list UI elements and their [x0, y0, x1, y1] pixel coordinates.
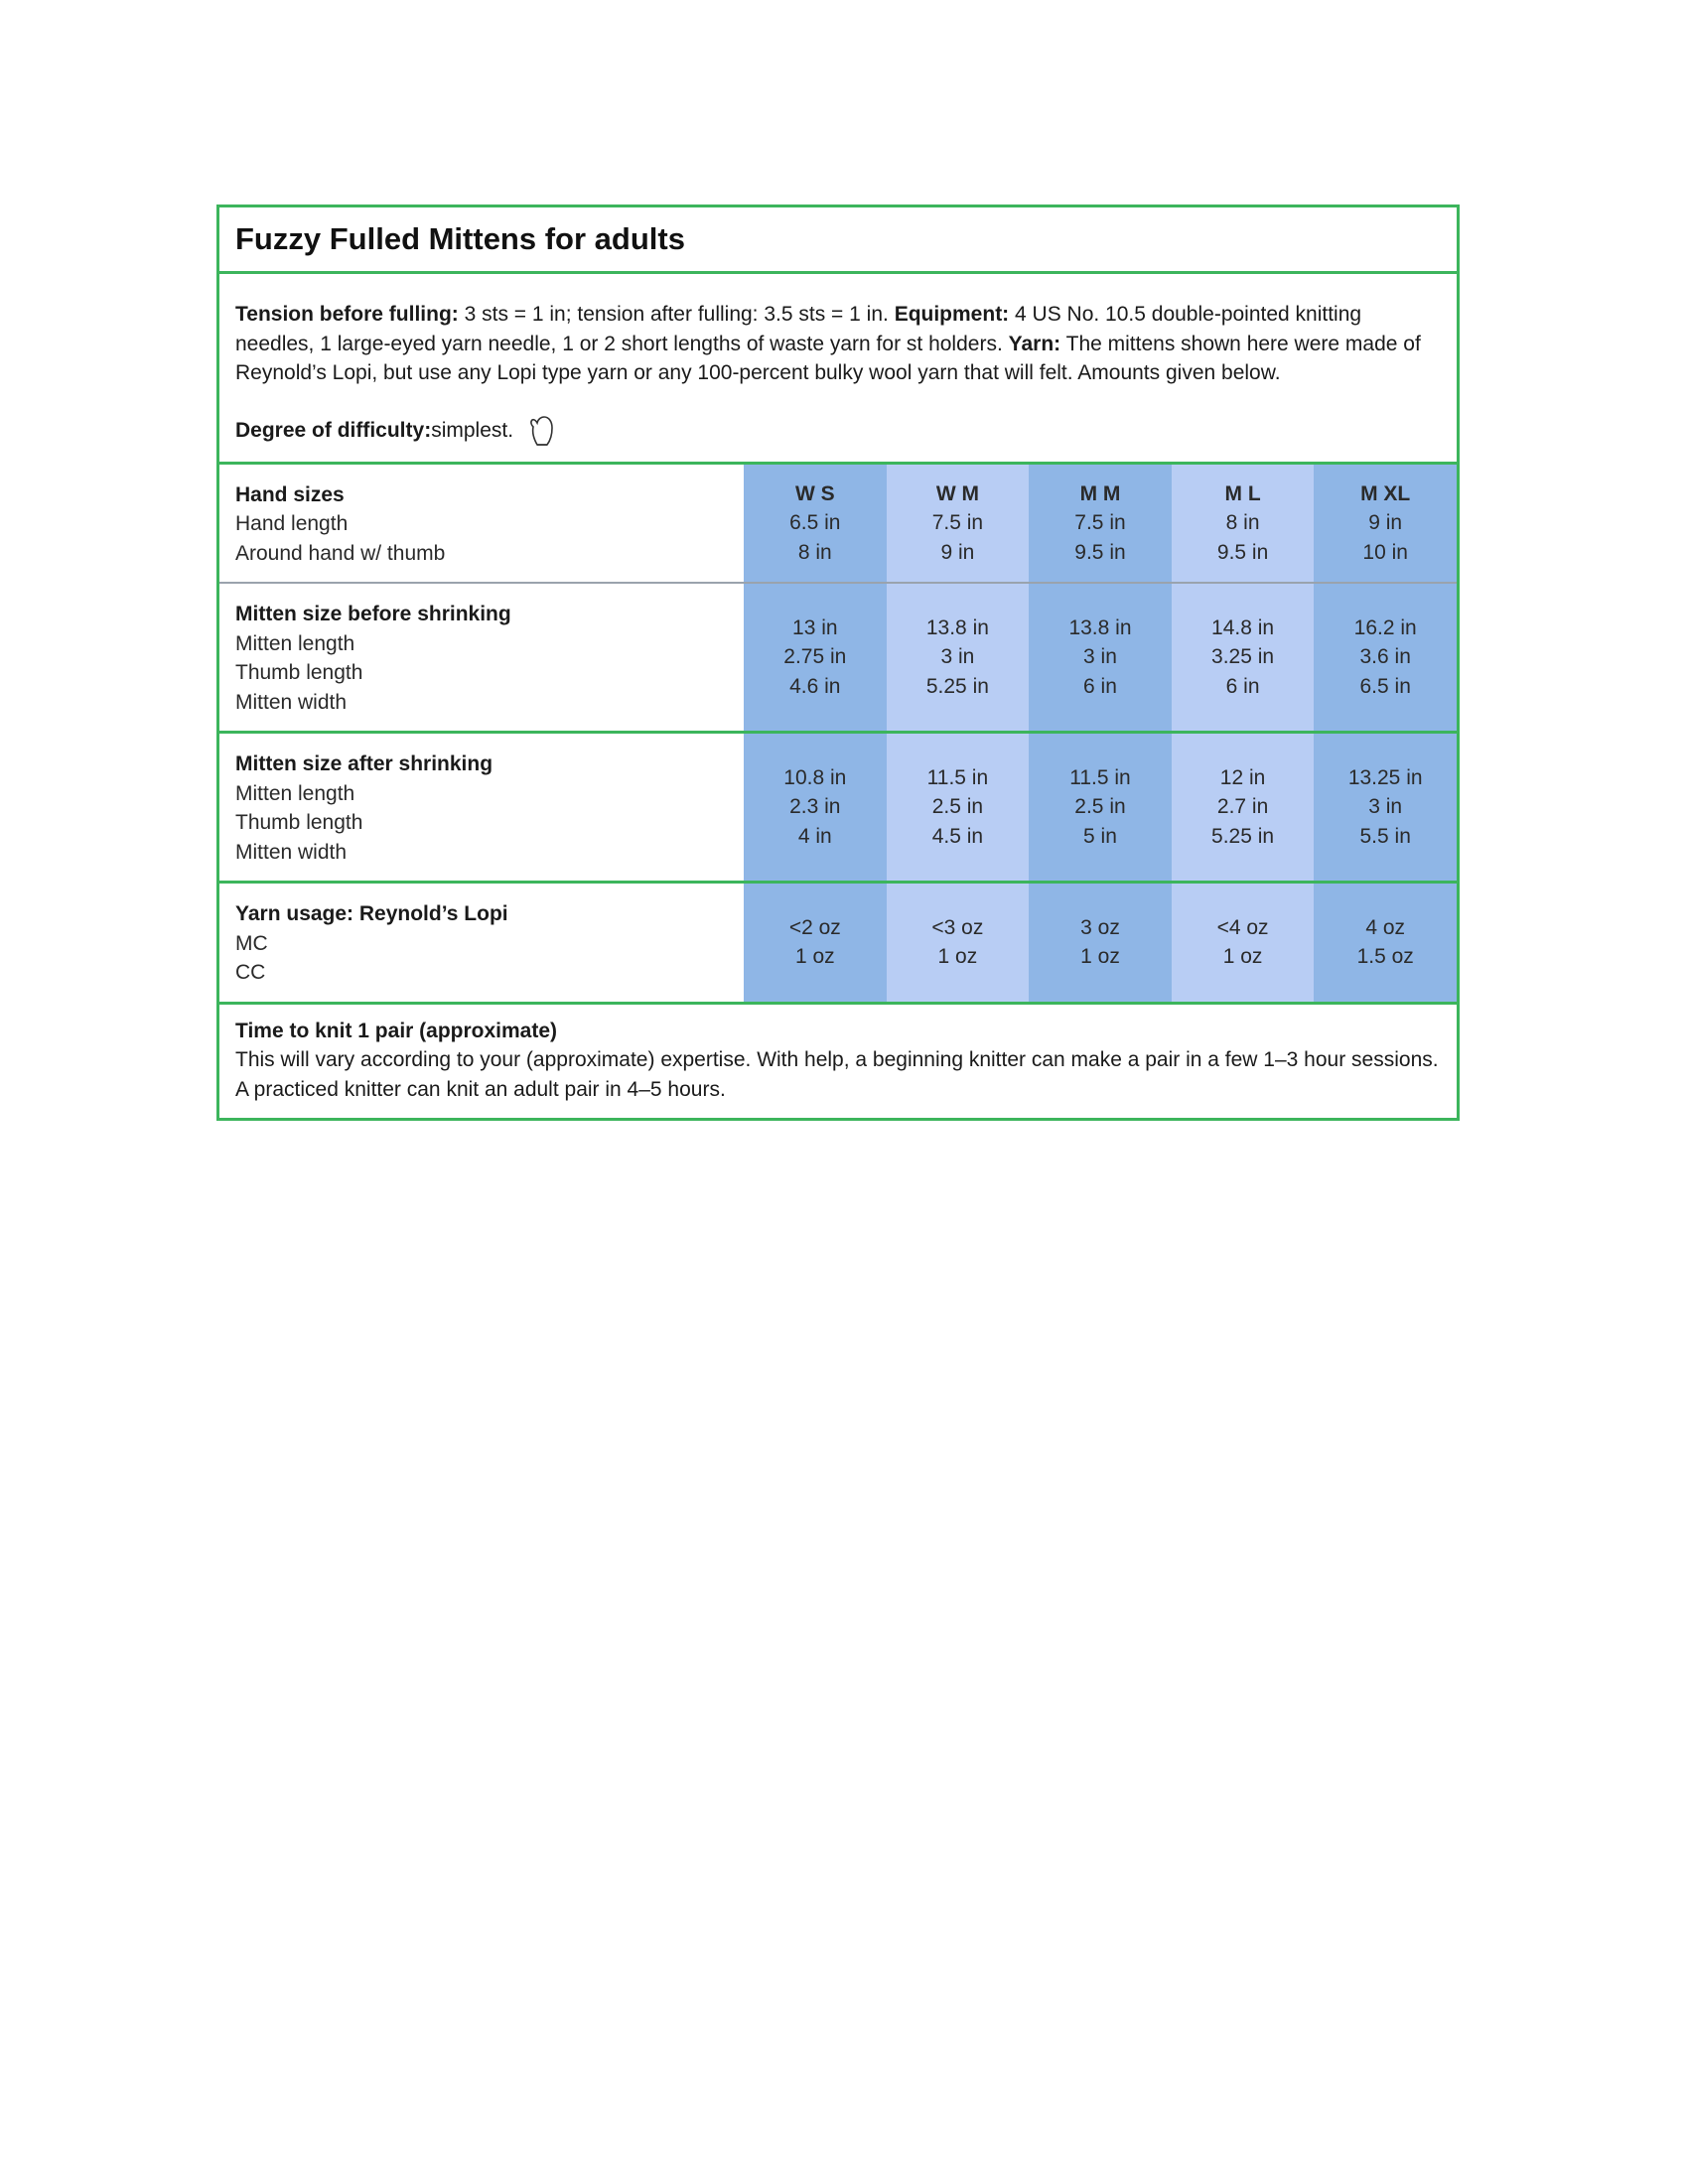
cell-value: 3 in — [1083, 645, 1117, 669]
difficulty-label: Degree of difficulty: — [235, 418, 432, 442]
cell-value: 13.8 in — [925, 615, 989, 639]
size-header: M M — [1079, 481, 1121, 505]
cell-value: 3 in — [940, 645, 975, 669]
cell-value: 2.5 in — [931, 795, 984, 819]
cell-value: 7.5 in — [1074, 511, 1126, 534]
before-shrinking-heading: Mitten size before shrinking — [235, 603, 511, 625]
before-shrinking-labels — [219, 583, 744, 733]
row-label: Mitten width — [235, 840, 348, 864]
row-label: CC — [235, 961, 266, 984]
after-shrinking-labels — [219, 733, 744, 883]
cell-value: 4.5 in — [931, 824, 984, 848]
size-cell — [1172, 883, 1315, 1004]
yarn-usage-labels — [219, 883, 744, 1004]
tension-text: 3 sts = 1 in; tension after fulling: 3.5 sts = 1 in. — [458, 303, 895, 326]
cell-value: 5.5 in — [1359, 824, 1411, 848]
cell-value: 3 oz — [1080, 915, 1120, 939]
tension-label: Tension before fulling: — [235, 303, 459, 326]
cell-value: 10 in — [1362, 540, 1408, 564]
cell-value: 1 oz — [1080, 945, 1120, 969]
size-cell — [1172, 465, 1315, 584]
cell-value: 5 in — [1083, 824, 1117, 848]
cell-value: 8 in — [1225, 511, 1260, 534]
cell-value: 2.5 in — [1074, 795, 1126, 819]
intro-section — [219, 274, 1457, 465]
cell-value: 13 in — [792, 615, 838, 639]
hand-size-labels — [219, 465, 744, 584]
cell-value: 3.6 in — [1359, 645, 1411, 669]
size-cell — [744, 883, 887, 1004]
row-label: Around hand w/ thumb — [235, 541, 446, 565]
size-cell — [744, 733, 887, 883]
row-label: Thumb length — [235, 661, 363, 684]
size-cell — [887, 883, 1030, 1004]
size-cell — [1029, 583, 1172, 733]
size-cell — [1029, 733, 1172, 883]
cell-value: 9.5 in — [1216, 540, 1269, 564]
cell-value: 1.5 oz — [1356, 945, 1414, 969]
size-cell — [1029, 465, 1172, 584]
cell-value: 9 in — [940, 540, 975, 564]
size-cell — [887, 733, 1030, 883]
size-cell — [1314, 883, 1457, 1004]
size-cell — [1314, 465, 1457, 584]
cell-value: 2.7 in — [1216, 795, 1269, 819]
cell-value: 6.5 in — [1359, 674, 1411, 698]
size-cell — [744, 583, 887, 733]
row-label: Hand length — [235, 512, 349, 535]
cell-value: 11.5 in — [1069, 765, 1131, 789]
after-shrinking-heading: Mitten size after shrinking — [235, 752, 493, 775]
yarn-usage-row — [219, 883, 1457, 1004]
row-label: Thumb length — [235, 811, 363, 834]
cell-value: 4 oz — [1365, 915, 1406, 939]
cell-value: 1 oz — [937, 945, 978, 969]
cell-value: <2 oz — [788, 915, 841, 939]
equipment-label: Equipment: — [894, 303, 1010, 326]
title-bar — [219, 207, 1457, 274]
cell-value: 16.2 in — [1353, 615, 1417, 639]
difficulty-text: simplest. — [431, 418, 514, 442]
hand-size-heading: Hand sizes — [235, 482, 345, 506]
yarn-text: The mittens shown here were made of Reynold’s Lopi, but use any Lopi type yarn or any 100-percent bulky wool yarn that will felt. Amounts given below. — [235, 332, 1421, 384]
cell-value: 7.5 in — [931, 511, 984, 534]
size-cell — [744, 465, 887, 584]
cell-value: 8 in — [797, 540, 832, 564]
cell-value: 9.5 in — [1074, 540, 1126, 564]
size-header: W M — [935, 481, 979, 505]
cell-value: 12 in — [1219, 765, 1266, 789]
cell-value: 5.25 in — [1211, 824, 1275, 848]
size-cell — [1314, 583, 1457, 733]
cell-value: 1 oz — [794, 945, 835, 969]
cell-value: 2.3 in — [789, 795, 841, 819]
cell-value: 10.8 in — [783, 765, 847, 789]
cell-value: 3 in — [1368, 795, 1403, 819]
size-header: M L — [1224, 481, 1261, 505]
cell-value: 11.5 in — [926, 765, 989, 789]
cell-value: 14.8 in — [1211, 615, 1275, 639]
page-title: Fuzzy Fulled Mittens for adults — [235, 221, 685, 256]
before-shrinking-row — [219, 583, 1457, 733]
cell-value: 4 in — [797, 824, 832, 848]
row-label: MC — [235, 931, 268, 955]
size-cell — [1172, 733, 1315, 883]
mitten-icon — [527, 414, 557, 448]
cell-value: 9 in — [1368, 511, 1403, 534]
cell-value: 13.8 in — [1068, 615, 1132, 639]
cell-value: 3.25 in — [1211, 645, 1275, 669]
cell-value: 6 in — [1225, 674, 1260, 698]
cell-value: <3 oz — [931, 915, 984, 939]
size-cell — [1172, 583, 1315, 733]
cell-value: 6.5 in — [789, 511, 841, 534]
cell-value: 6 in — [1083, 674, 1117, 698]
cell-value: 13.25 in — [1347, 765, 1423, 789]
size-table — [219, 465, 1457, 1005]
equipment-text: 4 US No. 10.5 double-pointed knitting needles, 1 large-eyed yarn needle, 1 or 2 short lengths of waste yarn for st holders. — [235, 303, 1362, 355]
row-label: Mitten length — [235, 631, 355, 655]
size-header: M XL — [1360, 481, 1411, 505]
intro-paragraph — [235, 300, 1441, 388]
row-label: Mitten length — [235, 781, 355, 805]
size-cell — [887, 465, 1030, 584]
size-cell — [887, 583, 1030, 733]
cell-value: 5.25 in — [925, 674, 989, 698]
size-header: W S — [794, 481, 835, 505]
size-cell — [1029, 883, 1172, 1004]
cell-value: 2.75 in — [783, 645, 847, 669]
yarn-usage-heading: Yarn usage: Reynold’s Lopi — [235, 902, 508, 925]
hand-size-row — [219, 465, 1457, 584]
row-label: Mitten width — [235, 690, 348, 714]
after-shrinking-row — [219, 733, 1457, 883]
size-cell — [1314, 733, 1457, 883]
time-to-knit-heading: Time to knit 1 pair (approximate) — [235, 1019, 558, 1042]
yarn-label: Yarn: — [1008, 332, 1061, 355]
cell-value: 4.6 in — [789, 674, 841, 698]
time-to-knit-section — [219, 1005, 1457, 1119]
pattern-card — [216, 205, 1460, 1121]
cell-value: <4 oz — [1216, 915, 1269, 939]
time-to-knit-text: This will vary according to your (approximate) expertise. With help, a beginning knitter can make a pair in a few 1–3 hour sessions. A practiced knitter can knit an adult pair in 4–5 hours. — [235, 1048, 1439, 1101]
cell-value: 1 oz — [1222, 945, 1263, 969]
difficulty-line — [235, 414, 1441, 448]
